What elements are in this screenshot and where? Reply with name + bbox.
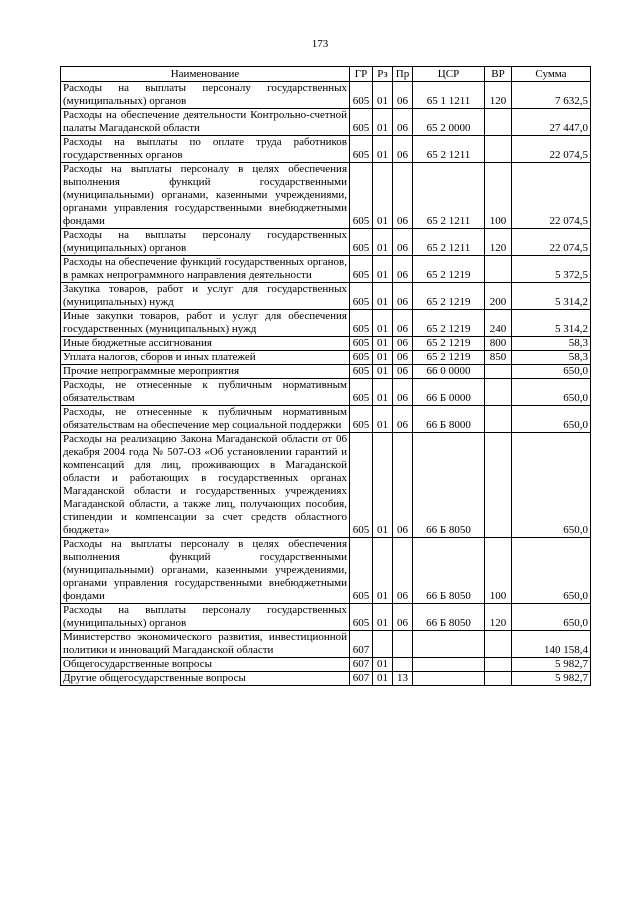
table-row	[61, 672, 591, 686]
cell-vr: 100	[485, 538, 512, 604]
cell-pr: 06	[393, 136, 413, 163]
cell-name: Расходы на реализацию Закона Магаданской области от 06 декабря 2004 года № 507-ОЗ «Об установлении гарантий и компенсаций для лиц, проживающих в Магаданской области и работающих в государственных органах Магаданской области и государственных учреждениях Магаданской области, а также лиц, получающих пособия, стипендии и компенсации за счет средств областного бюджета»	[61, 433, 350, 538]
cell-csr	[413, 658, 485, 672]
cell-rz: 01	[373, 109, 393, 136]
table-row	[61, 604, 591, 631]
cell-csr: 65 1 1211	[413, 82, 485, 109]
cell-name: Иные бюджетные ассигнования	[61, 337, 350, 351]
cell-name: Иные закупки товаров, работ и услуг для обеспечения государственных (муниципальных) нужд	[61, 310, 350, 337]
table-row	[61, 109, 591, 136]
cell-vr	[485, 658, 512, 672]
cell-sum: 140 158,4	[512, 631, 591, 658]
cell-gr: 607	[350, 658, 373, 672]
cell-csr: 65 2 1211	[413, 163, 485, 229]
cell-vr: 120	[485, 229, 512, 256]
cell-vr	[485, 136, 512, 163]
cell-csr: 65 2 1219	[413, 337, 485, 351]
cell-rz: 01	[373, 365, 393, 379]
cell-sum: 5 314,2	[512, 310, 591, 337]
cell-pr: 06	[393, 365, 413, 379]
cell-vr	[485, 365, 512, 379]
cell-rz: 01	[373, 310, 393, 337]
cell-pr: 06	[393, 433, 413, 538]
cell-vr: 800	[485, 337, 512, 351]
cell-pr	[393, 658, 413, 672]
cell-gr: 605	[350, 406, 373, 433]
table-row	[61, 538, 591, 604]
cell-csr: 65 2 1219	[413, 310, 485, 337]
cell-pr: 06	[393, 163, 413, 229]
cell-gr: 605	[350, 379, 373, 406]
cell-name: Расходы на обеспечение деятельности Контрольно-счетной палаты Магаданской области	[61, 109, 350, 136]
page-number: 173	[311, 38, 329, 50]
cell-csr: 65 2 1211	[413, 136, 485, 163]
cell-csr: 66 Б 0000	[413, 379, 485, 406]
cell-sum: 7 632,5	[512, 82, 591, 109]
cell-vr: 120	[485, 604, 512, 631]
cell-gr: 605	[350, 136, 373, 163]
cell-pr: 13	[393, 672, 413, 686]
cell-name: Общегосударственные вопросы	[61, 658, 350, 672]
cell-name: Расходы на выплаты персоналу в целях обеспечения выполнения функций государственными (муниципальными) органами, казенными учреждениями, органами управления государственными внебюджетными фондами	[61, 163, 350, 229]
cell-name: Расходы на выплаты персоналу государственных (муниципальных) органов	[61, 82, 350, 109]
cell-name: Прочие непрограммные мероприятия	[61, 365, 350, 379]
table-row	[61, 229, 591, 256]
cell-vr: 850	[485, 351, 512, 365]
cell-rz: 01	[373, 163, 393, 229]
cell-pr: 06	[393, 604, 413, 631]
cell-sum: 22 074,5	[512, 163, 591, 229]
cell-pr: 06	[393, 379, 413, 406]
cell-rz: 01	[373, 658, 393, 672]
cell-name: Расходы на выплаты по оплате труда работников государственных органов	[61, 136, 350, 163]
cell-vr	[485, 109, 512, 136]
table-row	[61, 365, 591, 379]
cell-gr: 605	[350, 310, 373, 337]
cell-sum: 5 982,7	[512, 658, 591, 672]
header-pr: Пр	[393, 67, 413, 82]
cell-csr: 65 2 1219	[413, 256, 485, 283]
cell-pr: 06	[393, 229, 413, 256]
header-rz: Рз	[373, 67, 393, 82]
cell-rz	[373, 631, 393, 658]
cell-sum: 650,0	[512, 379, 591, 406]
cell-name: Уплата налогов, сборов и иных платежей	[61, 351, 350, 365]
cell-pr: 06	[393, 283, 413, 310]
cell-rz: 01	[373, 433, 393, 538]
table-body	[61, 82, 591, 686]
cell-csr: 66 Б 8050	[413, 538, 485, 604]
header-gr: ГР	[350, 67, 373, 82]
cell-sum: 22 074,5	[512, 229, 591, 256]
cell-rz: 01	[373, 538, 393, 604]
cell-name: Расходы, не отнесенные к публичным нормативным обязательствам	[61, 379, 350, 406]
cell-rz: 01	[373, 379, 393, 406]
cell-sum: 5 314,2	[512, 283, 591, 310]
cell-gr: 605	[350, 256, 373, 283]
cell-gr: 605	[350, 163, 373, 229]
cell-csr: 65 2 1219	[413, 351, 485, 365]
cell-pr: 06	[393, 337, 413, 351]
table-row	[61, 406, 591, 433]
cell-vr	[485, 672, 512, 686]
table-header-row	[61, 67, 591, 82]
table-row	[61, 658, 591, 672]
cell-sum: 27 447,0	[512, 109, 591, 136]
cell-gr: 605	[350, 351, 373, 365]
cell-sum: 22 074,5	[512, 136, 591, 163]
cell-gr: 605	[350, 109, 373, 136]
cell-pr: 06	[393, 538, 413, 604]
cell-gr: 605	[350, 538, 373, 604]
cell-vr	[485, 406, 512, 433]
cell-csr: 66 Б 8000	[413, 406, 485, 433]
cell-csr: 65 2 1211	[413, 229, 485, 256]
cell-sum: 650,0	[512, 406, 591, 433]
cell-vr	[485, 631, 512, 658]
cell-gr: 605	[350, 365, 373, 379]
cell-rz: 01	[373, 229, 393, 256]
table-row	[61, 337, 591, 351]
cell-pr: 06	[393, 109, 413, 136]
header-name: Наименование	[61, 67, 350, 82]
cell-name: Расходы на выплаты персоналу в целях обеспечения выполнения функций государственными (муниципальными) органами, казенными учреждениями, органами управления государственными внебюджетными фондами	[61, 538, 350, 604]
cell-vr	[485, 379, 512, 406]
cell-pr: 06	[393, 351, 413, 365]
table-row	[61, 631, 591, 658]
cell-gr: 607	[350, 631, 373, 658]
cell-rz: 01	[373, 672, 393, 686]
cell-gr: 605	[350, 337, 373, 351]
cell-gr: 605	[350, 433, 373, 538]
header-vr: ВР	[485, 67, 512, 82]
cell-vr: 100	[485, 163, 512, 229]
table-row	[61, 310, 591, 337]
cell-csr	[413, 672, 485, 686]
cell-name: Расходы на выплаты персоналу государственных (муниципальных) органов	[61, 229, 350, 256]
cell-name: Расходы на обеспечение функций государственных органов, в рамках непрограммного направления деятельности	[61, 256, 350, 283]
table-row	[61, 163, 591, 229]
cell-pr	[393, 631, 413, 658]
cell-pr: 06	[393, 256, 413, 283]
table-row	[61, 433, 591, 538]
cell-rz: 01	[373, 256, 393, 283]
cell-sum: 5 982,7	[512, 672, 591, 686]
cell-pr: 06	[393, 82, 413, 109]
cell-gr: 605	[350, 229, 373, 256]
cell-name: Другие общегосударственные вопросы	[61, 672, 350, 686]
cell-csr: 65 2 1219	[413, 283, 485, 310]
cell-rz: 01	[373, 406, 393, 433]
cell-csr: 66 Б 8050	[413, 604, 485, 631]
cell-pr: 06	[393, 406, 413, 433]
table-row	[61, 351, 591, 365]
cell-rz: 01	[373, 283, 393, 310]
cell-gr: 605	[350, 82, 373, 109]
cell-csr	[413, 631, 485, 658]
budget-table	[60, 66, 591, 686]
table-row	[61, 256, 591, 283]
cell-rz: 01	[373, 604, 393, 631]
header-csr: ЦСР	[413, 67, 485, 82]
cell-vr: 120	[485, 82, 512, 109]
cell-gr: 605	[350, 283, 373, 310]
cell-sum: 650,0	[512, 365, 591, 379]
cell-rz: 01	[373, 136, 393, 163]
cell-rz: 01	[373, 337, 393, 351]
cell-csr: 65 2 0000	[413, 109, 485, 136]
table-row	[61, 283, 591, 310]
cell-sum: 58,3	[512, 351, 591, 365]
cell-name: Министерство экономического развития, инвестиционной политики и инноваций Магаданской области	[61, 631, 350, 658]
cell-csr: 66 0 0000	[413, 365, 485, 379]
cell-rz: 01	[373, 82, 393, 109]
cell-vr	[485, 433, 512, 538]
cell-gr: 605	[350, 604, 373, 631]
header-sum: Сумма	[512, 67, 591, 82]
cell-sum: 5 372,5	[512, 256, 591, 283]
cell-csr: 66 Б 8050	[413, 433, 485, 538]
cell-vr: 200	[485, 283, 512, 310]
cell-sum: 650,0	[512, 604, 591, 631]
cell-sum: 650,0	[512, 538, 591, 604]
cell-vr	[485, 256, 512, 283]
cell-name: Закупка товаров, работ и услуг для государственных (муниципальных) нужд	[61, 283, 350, 310]
cell-sum: 650,0	[512, 433, 591, 538]
cell-rz: 01	[373, 351, 393, 365]
table-row	[61, 379, 591, 406]
table-row	[61, 136, 591, 163]
cell-name: Расходы на выплаты персоналу государственных (муниципальных) органов	[61, 604, 350, 631]
cell-name: Расходы, не отнесенные к публичным нормативным обязательствам на обеспечение мер социальной поддержки	[61, 406, 350, 433]
cell-sum: 58,3	[512, 337, 591, 351]
cell-pr: 06	[393, 310, 413, 337]
cell-gr: 607	[350, 672, 373, 686]
table-row	[61, 82, 591, 109]
cell-vr: 240	[485, 310, 512, 337]
